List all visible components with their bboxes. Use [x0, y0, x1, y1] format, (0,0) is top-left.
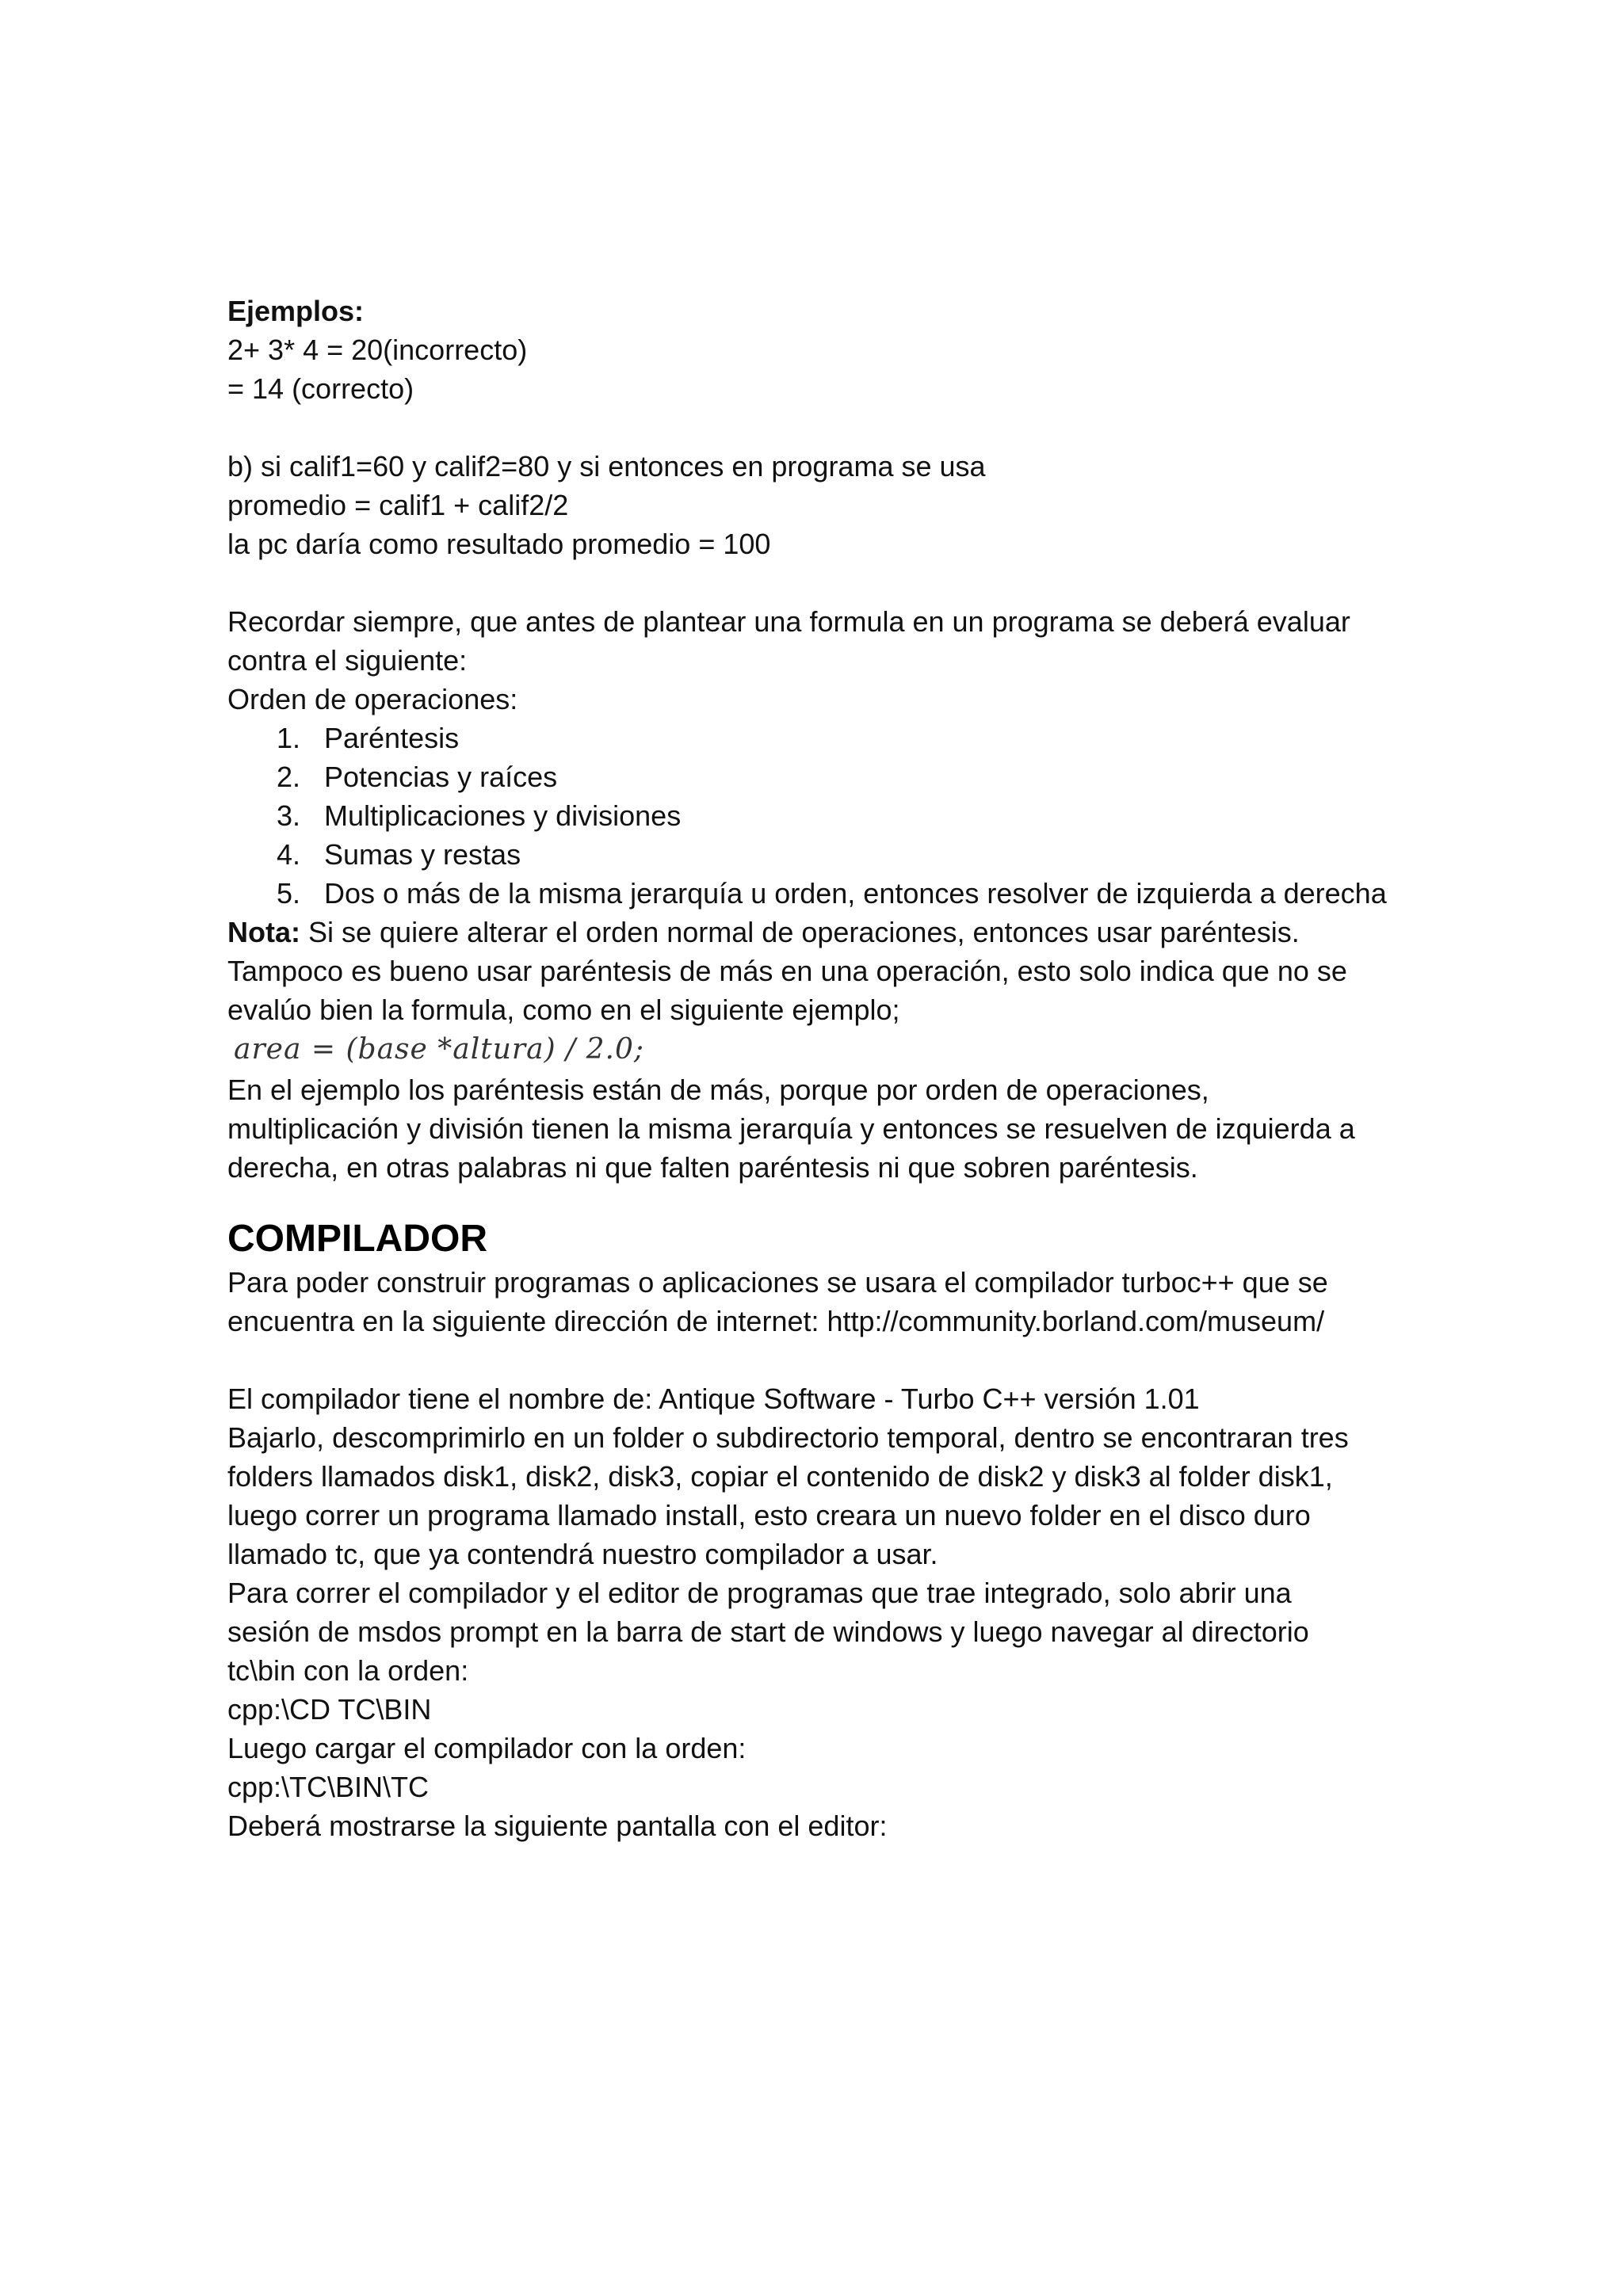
list-item: Sumas y restas [324, 838, 521, 871]
list-item: Dos o más de la misma jerarquía u orden, entonces resolver de izquierda a derecha [324, 877, 1387, 910]
command-cd: cpp:\CD TC\BIN [227, 1693, 432, 1726]
reminder-line-2: contra el siguiente: [227, 644, 468, 677]
compilador-p2-line-1: El compilador tiene el nombre de: Antique Software - Turbo C++ versión 1.01 [227, 1383, 1200, 1415]
document-page [227, 292, 1432, 1845]
compilador-p2-line-5: llamado tc, que ya contendrá nuestro compilador a usar. [227, 1538, 938, 1570]
formula-example: area = (base *altura) / 2.0; [234, 1033, 645, 1066]
compilador-p3-line-1: Para correr el compilador y el editor de programas que trae integrado, solo abrir una [227, 1577, 1292, 1609]
examples-title: Ejemplos: [227, 295, 365, 327]
compilador-p3-line-5: Deberá mostrarse la siguiente pantalla con el editor: [227, 1810, 888, 1842]
command-tc: cpp:\TC\BIN\TC [227, 1771, 430, 1803]
note-line-1 [227, 913, 1432, 952]
operations-list-title: Orden de operaciones: [227, 683, 518, 715]
spacer [227, 408, 1432, 447]
operations-list [227, 719, 1432, 913]
compilador-p2-line-2: Bajarlo, descomprimirlo en un folder o subdirectorio temporal, dentro se encontraran tres [227, 1421, 1349, 1454]
note-line-2: Tampoco es bueno usar paréntesis de más en una operación, esto solo indica que no se [227, 955, 1347, 987]
example-b-line-1: b) si calif1=60 y calif2=80 y si entonces en programa se usa [227, 450, 986, 482]
note-line-3: evalúo bien la formula, como en el siguiente ejemplo; [227, 994, 900, 1026]
compilador-p2-line-4: luego correr un programa llamado install, esto creara un nuevo folder en el disco duro [227, 1499, 1311, 1531]
example-b-line-3: la pc daría como resultado promedio = 100 [227, 528, 771, 560]
example-line-2: = 14 (correcto) [227, 372, 414, 405]
compilador-p3-line-4: Luego cargar el compilador con la orden: [227, 1732, 747, 1764]
explanation-line-2: multiplicación y división tienen la misma jerarquía y entonces se resuelven de izquierda a [227, 1112, 1355, 1145]
explanation-line-1: En el ejemplo los paréntesis están de más, porque por orden de operaciones, [227, 1074, 1209, 1106]
compilador-p1-line-2: encuentra en la siguiente dirección de internet: http://community.borland.com/museum/ [227, 1305, 1325, 1337]
compilador-p1-line-1: Para poder construir programas o aplicaciones se usara el compilador turboc++ que se [227, 1266, 1328, 1299]
compilador-p3-line-2: sesión de msdos prompt en la barra de start de windows y luego navegar al directorio [227, 1615, 1309, 1648]
list-item: Potencias y raíces [324, 761, 558, 793]
compilador-p3-line-3: tc\bin con la orden: [227, 1654, 469, 1687]
reminder-line-1: Recordar siempre, que antes de plantear una formula en un programa se deberá evaluar [227, 605, 1350, 638]
list-item: Paréntesis [324, 722, 460, 754]
spacer [227, 563, 1432, 602]
section-heading-compilador: COMPILADOR [227, 1218, 487, 1260]
example-b-line-2: promedio = calif1 + calif2/2 [227, 489, 569, 521]
explanation-line-3: derecha, en otras palabras ni que falten paréntesis ni que sobren paréntesis. [227, 1151, 1198, 1184]
spacer [227, 1341, 1432, 1379]
compilador-p2-line-3: folders llamados disk1, disk2, disk3, copiar el contenido de disk2 y disk3 al folder disk1, [227, 1460, 1333, 1493]
note-text: Si se quiere alterar el orden normal de operaciones, entonces usar paréntesis. [300, 916, 1300, 948]
note-label: Nota: [227, 916, 300, 948]
example-line-1: 2+ 3* 4 = 20(incorrecto) [227, 334, 528, 366]
list-item: Multiplicaciones y divisiones [324, 799, 682, 832]
